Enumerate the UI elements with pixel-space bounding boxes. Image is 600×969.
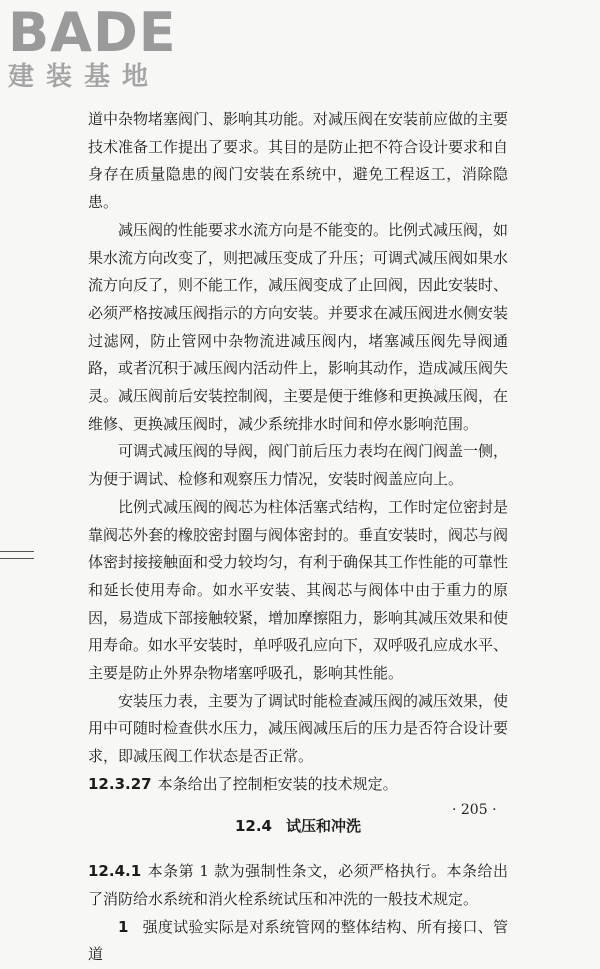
clause-number: 12.4.1 bbox=[88, 862, 142, 881]
paragraph-1: 道中杂物堵塞阀门、影响其功能。对减压阀在安装前应做的主要技术准备工作提出了要求。其目的是防止把不符合设计要求和自身存在质量隐患的阀门安装在系统中，避免工程返工，消除隐患。 bbox=[88, 110, 509, 212]
section-heading bbox=[88, 813, 508, 841]
binding-mark bbox=[0, 551, 34, 559]
section-number: 12.4 bbox=[234, 816, 272, 835]
clause-12-3-27 bbox=[88, 771, 508, 799]
paragraph-5: 安装压力表，主要为了调试时能检查减压阀的减压效果，使用中可随时检查供水压力，减压阀减压后的压力是否符合设计要求，即减压阀工作状态是否正常。 bbox=[88, 691, 509, 766]
page-body bbox=[88, 106, 508, 969]
paragraph-4: 比例式减压阀的阀芯为柱体活塞式结构，工作时定位密封是靠阀芯外套的橡胶密封圈与阀体密封的。垂直安装时，阀芯与阀体密封接接触面和受力较均匀，有利于确保其工作性能的可靠性和延长使用寿命。如水平安装、其阀芯与阀体中由于重力的原因，易造成下部接触较紧，增加摩擦阻力，影响其减压效果和使用寿命。如水平安装时，单呼吸孔应向下，双呼吸孔应成水平、主要是防止外界杂物堵塞呼吸孔，影响其性能。 bbox=[88, 497, 509, 683]
item-text: 强度试验实际是对系统管网的整体结构、所有接口、管道 bbox=[88, 917, 508, 964]
paragraph-3: 可调式减压阀的导阀，阀门前后压力表均在阀门阀盖一侧，为便于调试、检修和观察压力情况，安装时阀盖应向上。 bbox=[88, 442, 509, 489]
item-1 bbox=[88, 914, 508, 969]
clause-12-4-1 bbox=[88, 858, 508, 913]
paragraph-2: 减压阀的性能要求水流方向是不能变的。比例式减压阀，如果水流方向改变了，则把减压变成了升压；可调式减压阀如果水流方向反了，则不能工作，减压阀变成了止回阀，因此安装时、必须严格按减压阀指示的方向安装。并要求在减压阀进水侧安装过滤网，防止管网中杂物流进减压阀内，堵塞减压阀先导阀通路，或者沉积于减压阀内活动件上，影响其动作，造成减压阀失灵。减压阀前后安装控制阀，主要是便于维修和更换减压阀，在维修、更换减压阀时，减少系统排水时间和停水影响范围。 bbox=[88, 220, 509, 433]
logo-word: BADE bbox=[8, 1, 177, 64]
item-number: 1 bbox=[118, 917, 129, 936]
clause-text: 本条第 1 款为强制性条文，必须严格执行。本条给出了消防给水系统和消火栓系统试压和冲洗的一般技术规定。 bbox=[88, 862, 508, 908]
page-number: · 205 · bbox=[452, 802, 497, 818]
clause-number: 12.3.27 bbox=[88, 774, 152, 793]
bade-logo bbox=[8, 1, 177, 92]
clause-text: 本条给出了控制柜安装的技术规定。 bbox=[157, 774, 398, 793]
logo-subtitle: 建装基地 bbox=[8, 62, 161, 92]
section-title: 试压和冲洗 bbox=[286, 816, 362, 835]
